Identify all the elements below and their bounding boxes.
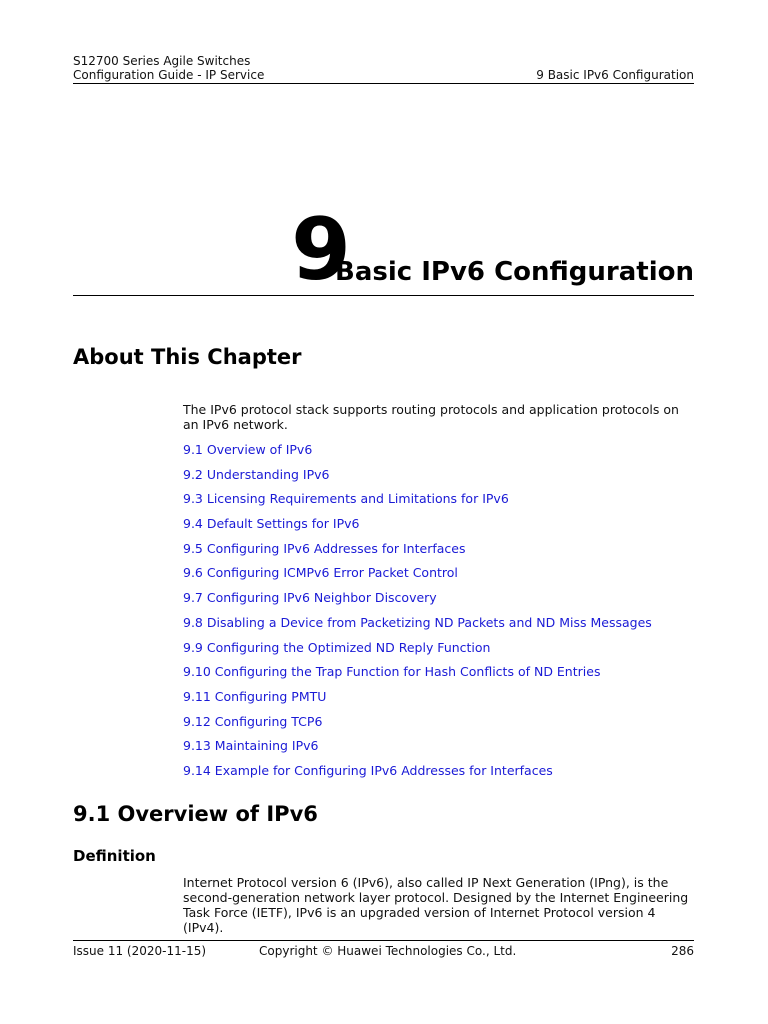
toc-item [183,466,698,491]
toc-item [183,564,698,589]
toc-item [183,737,698,762]
toc-link-9-4[interactable]: 9.4 Default Settings for IPv6 [183,516,360,532]
overview-heading: 9.1 Overview of IPv6 [73,802,318,826]
toc-item [183,441,698,466]
toc-link-9-7[interactable]: 9.7 Configuring IPv6 Neighbor Discovery [183,590,437,606]
toc-link-9-8[interactable]: 9.8 Disabling a Device from Packetizing ND Packets and ND Miss Messages [183,614,652,630]
toc-link-9-11[interactable]: 9.11 Configuring PMTU [183,688,327,704]
about-intro: The IPv6 protocol stack supports routing protocols and application protocols on an IPv6 network. [183,402,679,432]
toc-item [183,540,698,565]
page-header [73,53,694,84]
toc-item [183,663,698,688]
toc-item [183,589,698,614]
toc-link-9-12[interactable]: 9.12 Configuring TCP6 [183,713,323,729]
header-chapter: 9 Basic IPv6 Configuration [536,68,694,82]
toc-item [183,614,698,639]
toc-link-9-13[interactable]: 9.13 Maintaining IPv6 [183,738,319,754]
chapter-number: 9 [291,200,351,300]
page-footer [73,940,694,961]
toc-link-9-14[interactable]: 9.14 Example for Configuring IPv6 Addresses for Interfaces [183,762,553,778]
toc-link-9-5[interactable]: 9.5 Configuring IPv6 Addresses for Interfaces [183,540,466,556]
header-guide: Configuration Guide - IP Service [73,68,265,82]
toc-list [183,441,698,787]
toc-link-9-10[interactable]: 9.10 Configuring the Trap Function for Hash Conflicts of ND Entries [183,664,601,680]
definition-paragraph: Internet Protocol version 6 (IPv6), also called IP Next Generation (IPng), is the second-generation network layer protocol. Designed by the Internet Engineering Task Force (IETF), IPv6 is an upgraded version of Internet Protocol version 4 (IPv4). [183,875,689,935]
toc-item [183,688,698,713]
toc-item [183,639,698,664]
toc-item [183,713,698,738]
chapter-title: Basic IPv6 Configuration [335,257,694,287]
toc-item [183,490,698,515]
header-product: S12700 Series Agile Switches [73,54,251,68]
footer-issue: Issue 11 (2020-11-15) [73,944,207,958]
chapter-title-block [73,200,694,300]
toc-link-9-9[interactable]: 9.9 Configuring the Optimized ND Reply Function [183,639,491,655]
toc-item [183,515,698,540]
about-heading: About This Chapter [73,345,302,369]
toc-link-9-1[interactable]: 9.1 Overview of IPv6 [183,442,313,457]
toc-link-9-6[interactable]: 9.6 Configuring ICMPv6 Error Packet Control [183,565,458,581]
footer-page-number: 286 [671,944,694,958]
definition-heading: Definition [73,847,156,865]
toc-link-9-3[interactable]: 9.3 Licensing Requirements and Limitations for IPv6 [183,491,509,507]
header-left [73,54,264,82]
footer-copyright: Copyright © Huawei Technologies Co., Ltd. [259,944,517,958]
toc-item [183,762,698,787]
toc-link-9-2[interactable]: 9.2 Understanding IPv6 [183,466,330,482]
